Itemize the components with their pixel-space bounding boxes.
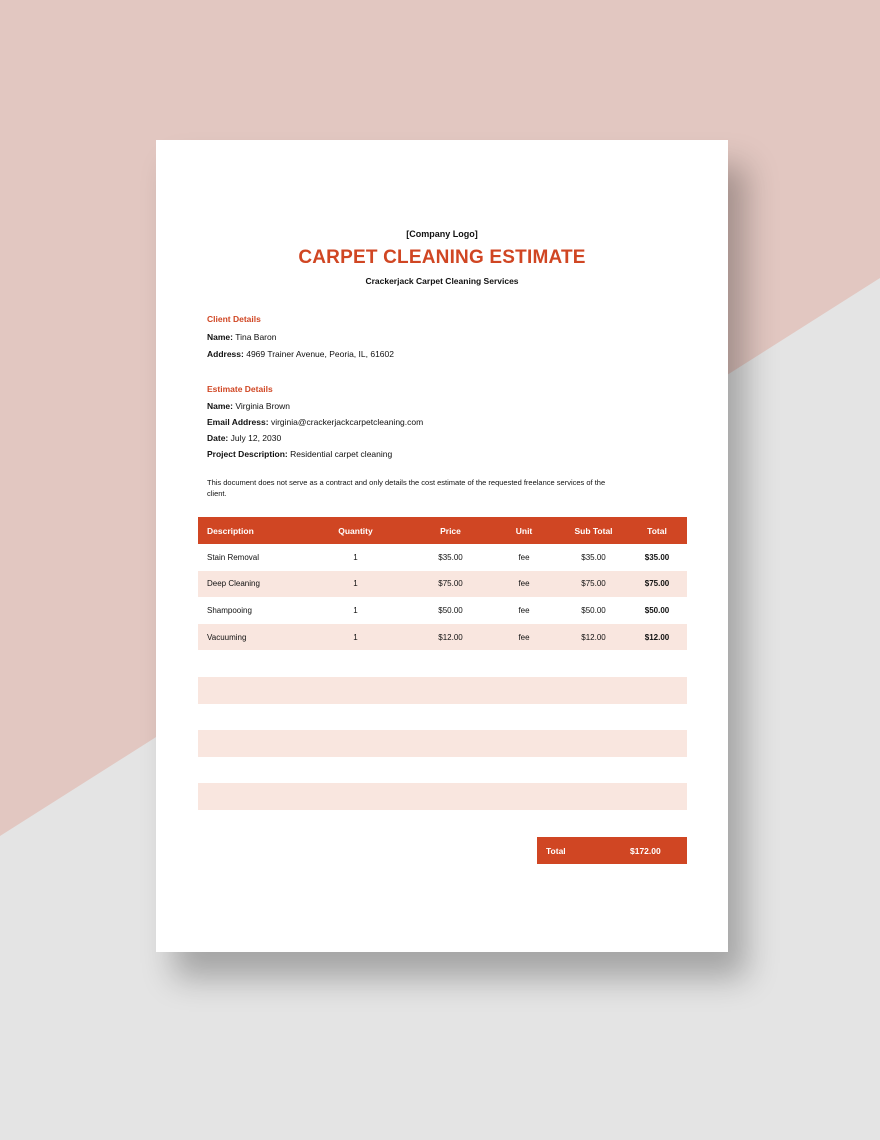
table-header-row xyxy=(198,517,687,544)
row-total: $50.00 xyxy=(644,605,670,615)
row-price: $12.00 xyxy=(413,624,488,651)
header-quantity: Quantity xyxy=(298,517,413,544)
estimator-name-label: Name: xyxy=(207,401,233,411)
row-quantity: 1 xyxy=(353,552,358,562)
table-row xyxy=(198,571,687,598)
estimate-details-heading: Estimate Details xyxy=(207,384,273,394)
empty-row xyxy=(198,783,687,810)
client-address-label: Address: xyxy=(207,349,244,359)
grand-total-label: Total xyxy=(546,846,566,856)
header-unit: Unit xyxy=(488,517,560,544)
row-quantity: 1 xyxy=(298,571,413,598)
row-description: Deep Cleaning xyxy=(198,571,298,598)
client-name-field xyxy=(207,332,276,342)
company-name: Crackerjack Carpet Cleaning Services xyxy=(365,276,519,286)
row-subtotal: $35.00 xyxy=(581,552,606,562)
header-total: Total xyxy=(627,517,687,544)
client-name-value: Tina Baron xyxy=(235,332,277,342)
client-details-heading: Client Details xyxy=(207,314,261,324)
email-field xyxy=(207,417,423,427)
row-unit: fee xyxy=(488,571,560,598)
estimator-name-value: Virginia Brown xyxy=(235,401,291,411)
project-description-value: Residential carpet cleaning xyxy=(290,449,393,459)
table-row xyxy=(198,597,687,624)
header-price: Price xyxy=(413,517,488,544)
client-address-value: 4969 Trainer Avenue, Peoria, IL, 61602 xyxy=(246,349,394,359)
row-total: $12.00 xyxy=(627,624,687,651)
empty-row xyxy=(198,650,687,677)
row-unit: fee xyxy=(518,552,530,562)
disclaimer-note: This document does not serve as a contract and only details the cost estimate of the requested freelance services of the client. xyxy=(207,478,606,498)
client-name-label: Name: xyxy=(207,332,233,342)
row-quantity: 1 xyxy=(353,605,358,615)
row-description: Stain Removal xyxy=(207,552,260,562)
row-price: $35.00 xyxy=(438,552,463,562)
row-total: $75.00 xyxy=(627,571,687,598)
row-price: $50.00 xyxy=(438,605,463,615)
date-value: July 12, 2030 xyxy=(230,433,282,443)
date-label: Date: xyxy=(207,433,229,443)
project-description-field xyxy=(207,449,392,459)
row-unit: fee xyxy=(488,624,560,651)
estimator-name-field xyxy=(207,401,290,411)
line-items-table xyxy=(198,517,687,810)
row-quantity: 1 xyxy=(298,624,413,651)
row-total: $35.00 xyxy=(644,552,670,562)
project-description-label: Project Description: xyxy=(207,449,288,459)
date-field xyxy=(207,433,281,443)
row-subtotal: $50.00 xyxy=(581,605,606,615)
row-description: Vacuuming xyxy=(198,624,298,651)
grand-total-box xyxy=(537,837,687,864)
estimate-page xyxy=(156,140,728,952)
empty-row xyxy=(198,757,687,784)
row-subtotal: $12.00 xyxy=(560,624,627,651)
row-unit: fee xyxy=(518,605,530,615)
document-title: CARPET CLEANING ESTIMATE xyxy=(298,247,586,268)
row-subtotal: $75.00 xyxy=(560,571,627,598)
company-logo-placeholder: [Company Logo] xyxy=(406,229,478,239)
email-label: Email Address: xyxy=(207,417,269,427)
empty-row xyxy=(198,677,687,704)
row-description: Shampooing xyxy=(207,605,252,615)
empty-row xyxy=(198,704,687,731)
header-subtotal: Sub Total xyxy=(560,517,627,544)
empty-row xyxy=(198,730,687,757)
email-value: virginia@crackerjackcarpetcleaning.com xyxy=(270,417,424,427)
row-price: $75.00 xyxy=(413,571,488,598)
client-address-field xyxy=(207,349,394,359)
table-row xyxy=(198,624,687,651)
table-row xyxy=(198,544,687,571)
grand-total-value: $172.00 xyxy=(630,846,661,856)
header-description: Description xyxy=(198,517,298,544)
